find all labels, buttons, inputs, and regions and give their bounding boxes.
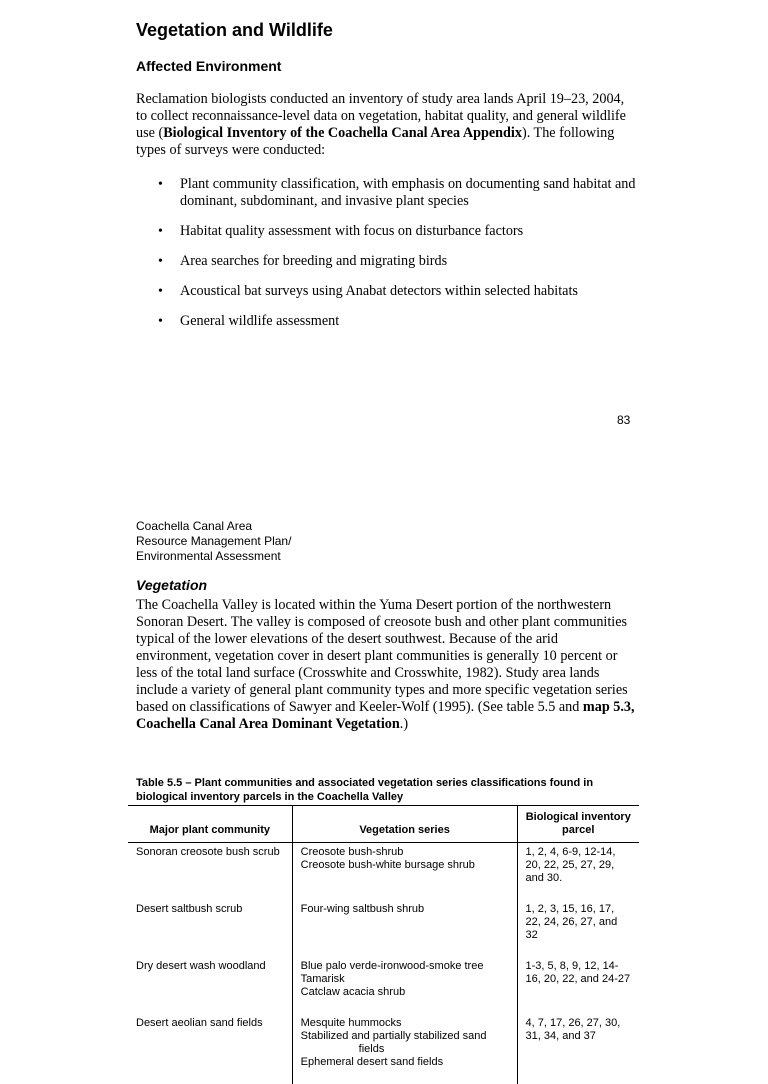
series-line: Mesquite hummocks [300, 1017, 402, 1029]
table-row [128, 843, 639, 901]
survey-item: • General wildlife assessment [158, 313, 638, 330]
series-line: Four-wing saltbush shrub [300, 903, 425, 915]
community-cell: Desert aeolian sand fields [136, 1017, 263, 1029]
vegetation-text: The Coachella Valley is located within the Yuma Desert portion of the northwestern Sonoran Desert. The valley is composed of creosote bush and other plant communities typical of the lower elevations of the desert southwest. Because of the arid environment, vegetation cover in desert plant communities is generally 10 percent or less of the total land surface (Crosswhite and Crosswhite, 1982). Study area lands include a variety of general plant community types and more specific vegetation series based on classifications of Sawyer and Keeler-Wolf (1995). (See table 5.5 and [136, 597, 628, 715]
series-line: Ephemeral desert sand fields [300, 1056, 444, 1068]
community-cell: Sonoran creosote bush scrub [136, 846, 280, 858]
page-number: 83 [617, 413, 631, 427]
community-cell: Desert saltbush scrub [136, 903, 243, 915]
document-header [136, 519, 291, 564]
series-line: Creosote bush-shrub [300, 846, 404, 858]
appendix-reference: Biological Inventory of the Coachella Canal Area Appendix [163, 125, 522, 141]
parcel-cell: 4, 7, 17, 26, 27, 30, 31, 34, and 37 [525, 1017, 621, 1042]
parcel-cell: 1-3, 5, 8, 9, 12, 14-16, 20, 22, and 24-27 [525, 960, 631, 985]
series-cell [292, 957, 517, 1014]
survey-item: • Acoustical bat surveys using Anabat detectors within selected habitats [158, 283, 638, 300]
table-row [128, 1014, 639, 1084]
table-row [128, 900, 639, 957]
doc-header-line: Resource Management Plan/ [136, 534, 292, 548]
series-line: Stabilized and partially stabilized sand [300, 1030, 487, 1042]
series-cell [292, 1014, 517, 1084]
intro-text-part2: ). The following types of surveys were conducted: [136, 125, 615, 158]
survey-item: • Area searches for breeding and migrating birds [158, 253, 638, 270]
doc-header-line: Environmental Assessment [136, 549, 281, 563]
vegetation-text-tail: .) [399, 716, 409, 732]
parcel-cell: 1, 2, 4, 6-9, 12-14, 20, 22, 25, 27, 29, and 30. [525, 846, 616, 884]
intro-paragraph [136, 91, 636, 159]
intro-text-part1: Reclamation biologists conducted an inventory of study area lands April 19–23, 2004, to collect reconnaissance-level data on vegetation, habitat quality, and general wildlife use ( [136, 91, 626, 141]
survey-item: • Plant community classification, with emphasis on documenting sand habitat and dominant, subdominant, and invasive plant species [158, 176, 638, 210]
section-title: Vegetation and Wildlife [136, 20, 333, 40]
series-line: Catclaw acacia shrub [300, 986, 406, 998]
table-row [128, 957, 639, 1014]
survey-item: • Habitat quality assessment with focus on disturbance factors [158, 223, 638, 240]
parcel-cell: 1, 2, 3, 15, 16, 17, 22, 24, 26, 27, and 32 [525, 903, 618, 941]
vegetation-heading: Vegetation [136, 577, 208, 593]
survey-list [158, 176, 638, 343]
column-header: Biological inventory parcel [517, 806, 639, 843]
column-header: Vegetation series [292, 806, 517, 843]
community-cell: Dry desert wash woodland [136, 960, 266, 972]
series-line: Tamarisk [300, 973, 345, 985]
series-line: fields [358, 1043, 385, 1055]
map-reference: map 5.3, Coachella Canal Area Dominant Vegetation [136, 699, 635, 732]
vegetation-paragraph [136, 597, 636, 733]
column-header: Major plant community [128, 806, 292, 843]
series-cell [292, 900, 517, 957]
doc-header-line: Coachella Canal Area [136, 519, 253, 533]
vegetation-table [128, 805, 639, 1084]
series-line: Creosote bush-white bursage shrub [300, 859, 475, 871]
series-cell [292, 843, 517, 901]
subsection-title: Affected Environment [136, 58, 282, 74]
series-line: Blue palo verde-ironwood-smoke tree [300, 960, 484, 972]
table-header-row [128, 806, 639, 843]
table-caption: Table 5.5 – Plant communities and associated vegetation series classifications found in biological inventory parcels in the Coachella Valley [136, 777, 594, 803]
